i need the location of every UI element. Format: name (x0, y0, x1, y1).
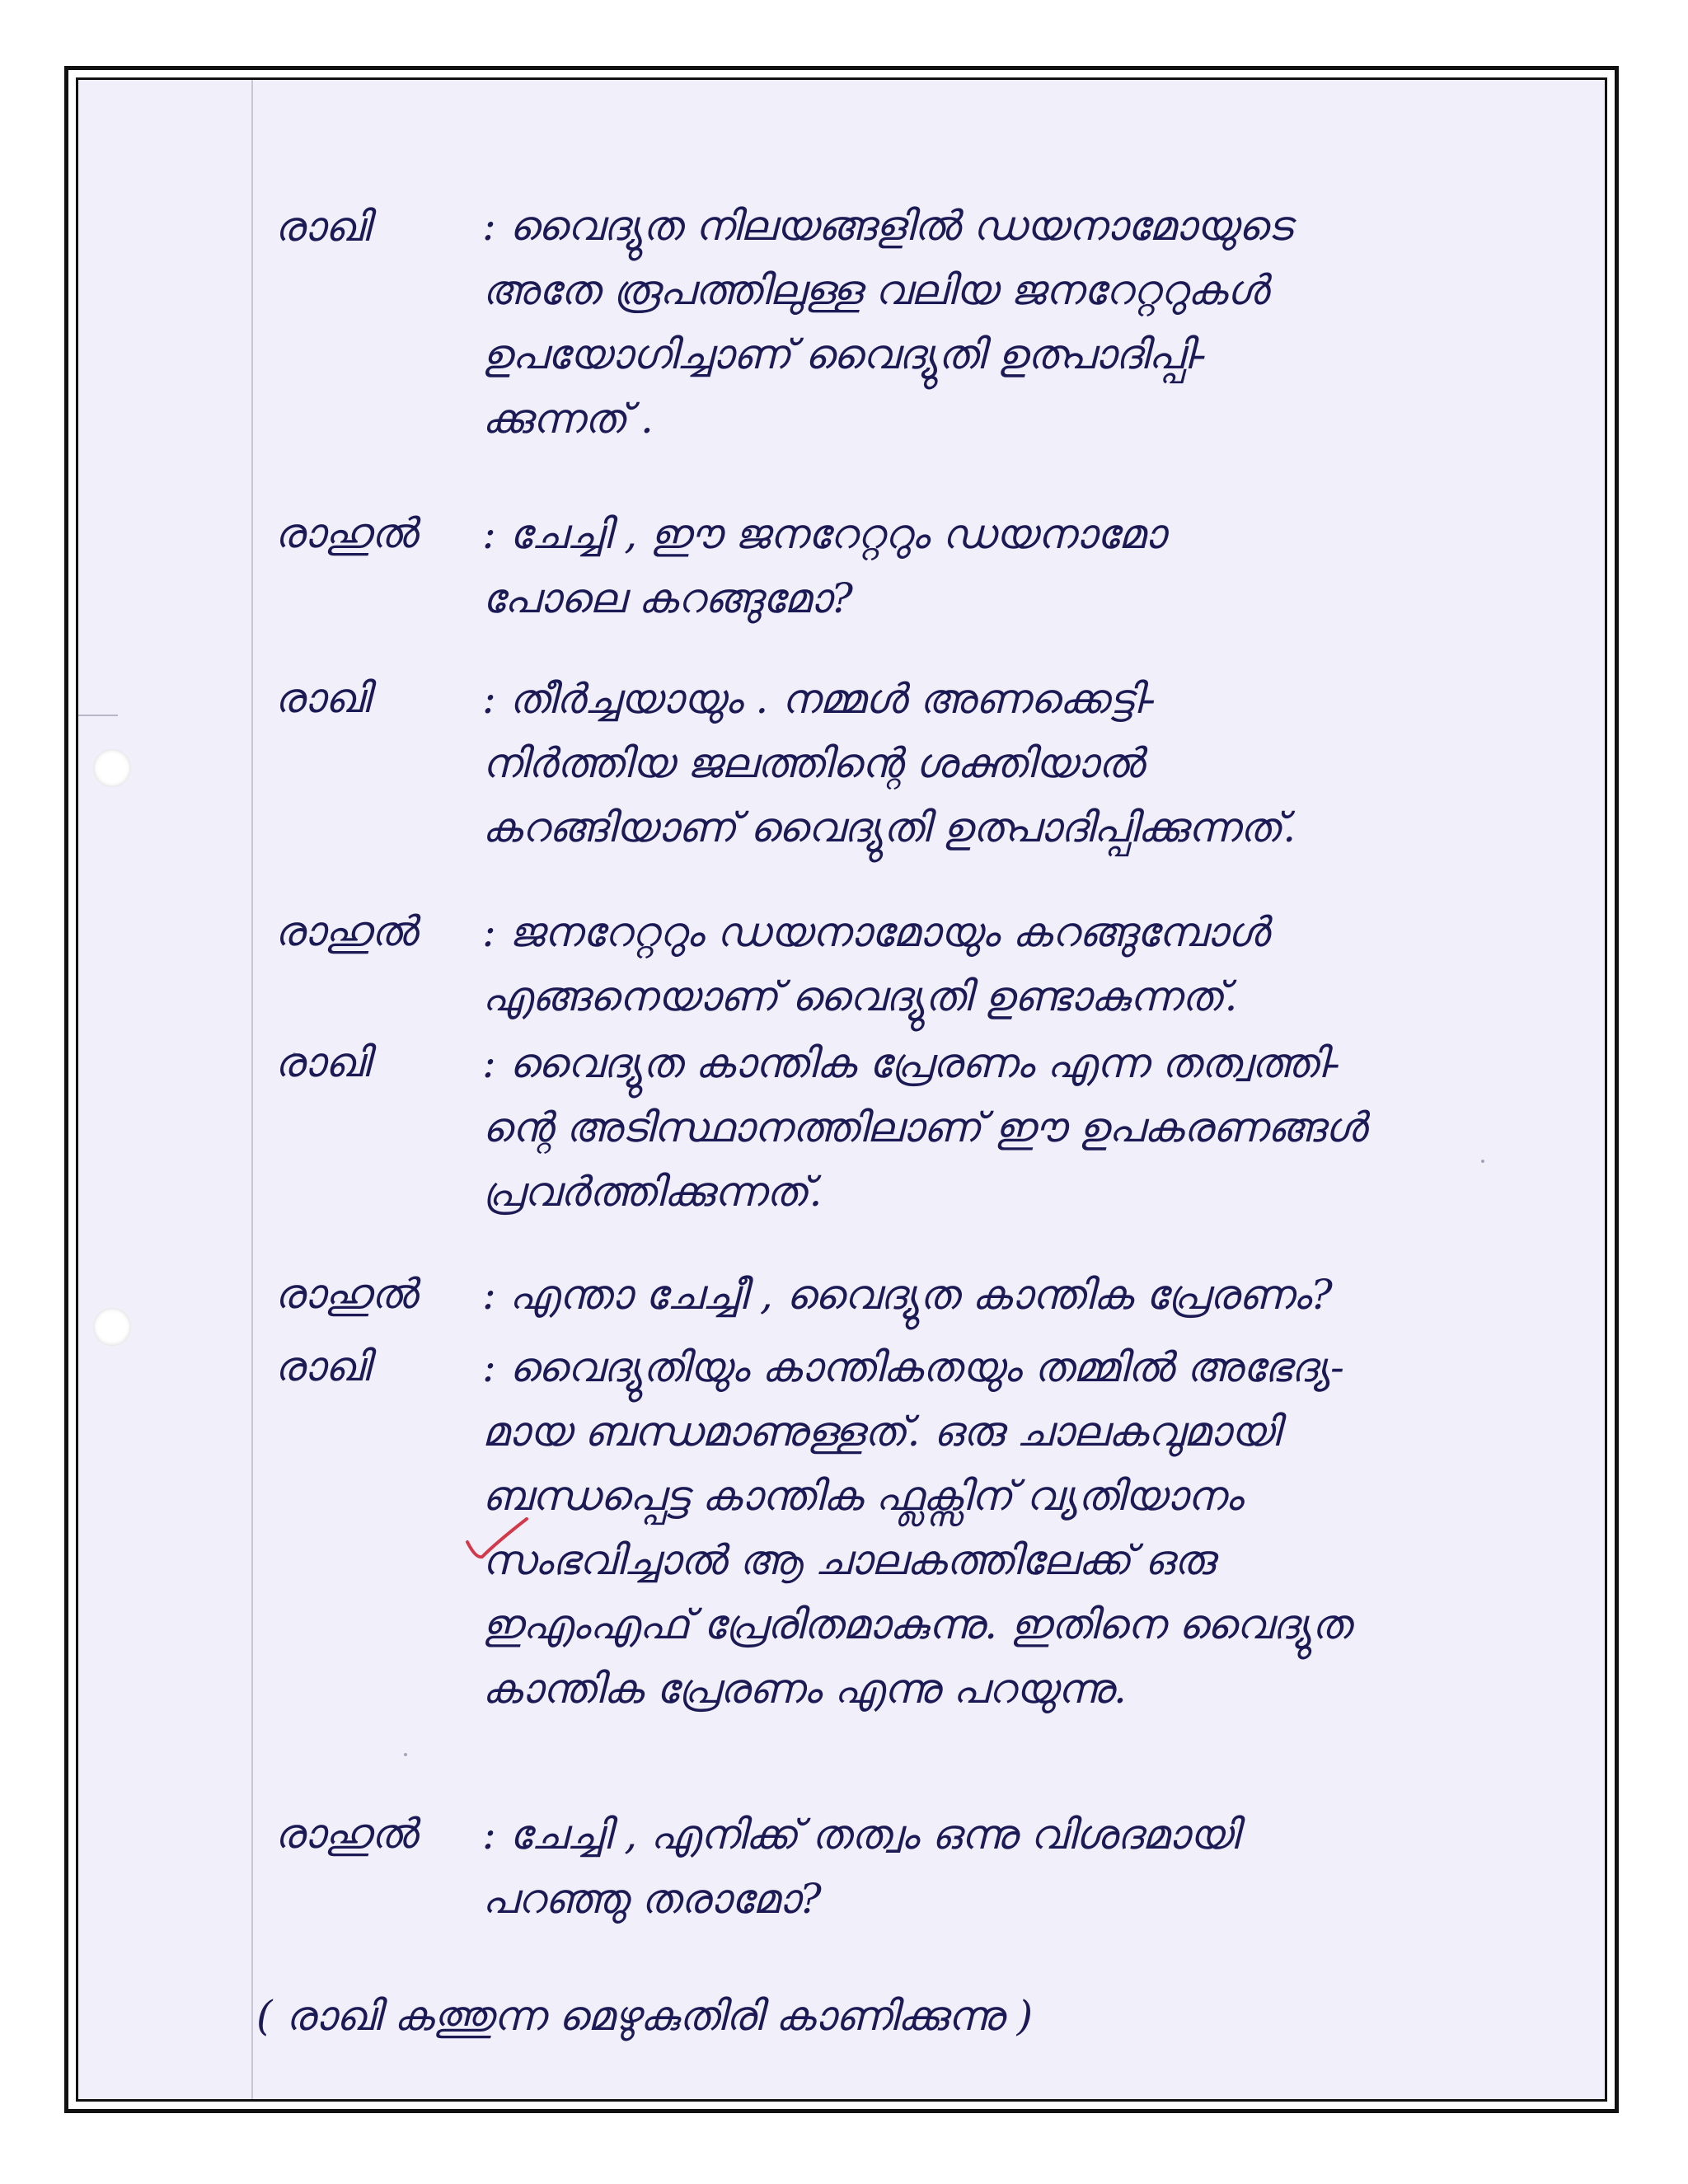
speaker-label: രാഖി (274, 674, 370, 722)
stage-direction: ( രാഖി കത്തുന്ന മെഴുകുതിരി കാണിക്കുന്നു ) (256, 1992, 1034, 2040)
speaker-label: രാഹുൽ (274, 907, 417, 955)
margin-line (251, 80, 253, 2099)
speaker-label: രാഖി (274, 1038, 370, 1086)
paper-speckle (404, 1753, 407, 1756)
speaker-label: രാഖി (274, 203, 370, 251)
dialogue-line: : ജനറേറ്ററും ഡയനാമോയും കറങ്ങുമ്പോൾ എങ്ങനെയാണ് വൈദ്യുതി ഉണ്ടാകുന്നത്. (482, 908, 1269, 1020)
dialogue-line: : വൈദ്യുതിയും കാന്തികതയും തമ്മിൽ അഭേദ്യ- മായ ബന്ധമാണുള്ളത്. ഒരു ചാലകവുമായി ബന്ധപ്പെട്ട കാന്തിക ഫ്ലക്സിന് വ്യതിയാനം സംഭവിച്ചാൽ ആ ചാലകത്തിലേക്ക് ഒരു ഇഎംഎഫ് പ്രേരിതമാകുന്നു. ഇതിനെ വൈദ്യുത കാന്തിക പ്രേരണം എന്നു പറയുന്നു. (482, 1343, 1351, 1713)
dialogue-line: : ചേച്ചി , എനിക്ക് തത്വം ഒന്നു വിശദമായി പറഞ്ഞു തരാമോ? (482, 1811, 1239, 1923)
punch-hole (93, 1308, 131, 1346)
dialogue-line: : വൈദ്യുത നിലയങ്ങളിൽ ഡയനാമോയുടെ അതേ രൂപത്തിലുള്ള വലിയ ജനറേറ്ററുകൾ ഉപയോഗിച്ചാണ് വൈദ്യുതി ഉത്പാദിപ്പി- ക്കുന്നത് . (482, 202, 1292, 443)
dialogue-line: : തീർച്ചയായും . നമ്മൾ അണക്കെട്ടി- നിർത്തിയ ജലത്തിന്റെ ശക്തിയാൽ കറങ്ങിയാണ് വൈദ്യുതി ഉത്പാദിപ്പിക്കുന്നത്. (482, 675, 1296, 851)
margin-tick (78, 715, 118, 716)
punch-hole (93, 749, 131, 787)
speaker-label: രാഖി (274, 1343, 370, 1390)
dialogue-line: : വൈദ്യുത കാന്തിക പ്രേരണം എന്ന തത്വത്തി- ന്റെ അടിസ്ഥാനത്തിലാണ് ഈ ഉപകരണങ്ങൾ പ്രവർത്തിക്കുന്നത്. (482, 1039, 1367, 1216)
dialogue-line: : ചേച്ചി , ഈ ജനറേറ്ററും ഡയനാമോ പോലെ കറങ്ങുമോ? (482, 510, 1165, 622)
dialogue-line: : എന്താ ചേച്ചീ , വൈദ്യുത കാന്തിക പ്രേരണം? (482, 1271, 1333, 1319)
speaker-label: രാഹുൽ (274, 1270, 417, 1318)
speaker-label: രാഹുൽ (274, 1810, 417, 1858)
notebook-page (76, 77, 1607, 2102)
speaker-label: രാഹുൽ (274, 509, 417, 557)
red-tick-mark (464, 1514, 530, 1563)
